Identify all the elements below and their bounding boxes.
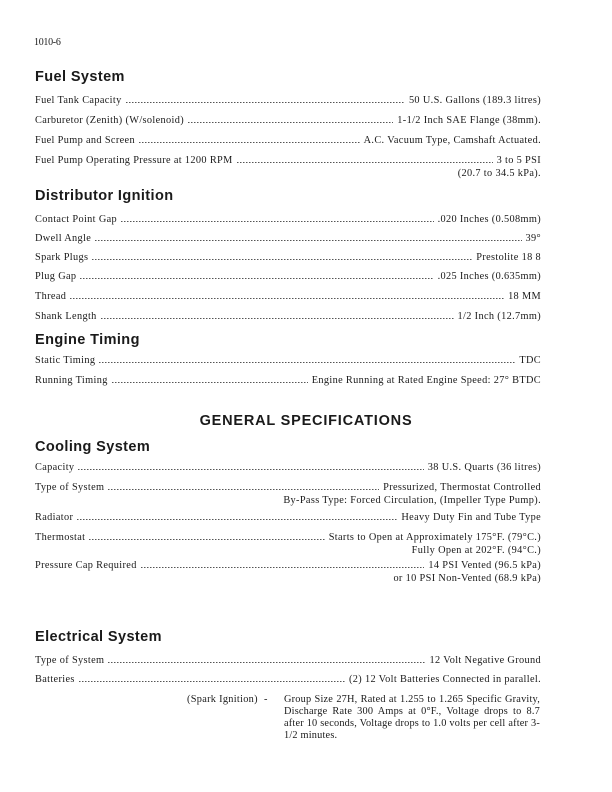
spec-label: Radiator [35, 512, 74, 523]
spec-row-thermostat [35, 531, 541, 544]
dot-leader [70, 298, 504, 299]
spec-row-plug-gap [35, 270, 541, 283]
spec-row-pressure-cap-required [35, 559, 541, 572]
dot-leader [95, 240, 521, 241]
spec-label: Batteries [35, 674, 75, 685]
spec-value: TDC [519, 355, 541, 366]
spec-label: Thermostat [35, 532, 86, 543]
spec-value: Engine Running at Rated Engine Speed: 27° BTDC [311, 375, 541, 386]
spec-value: 50 U.S. Gallons (189.3 litres) [408, 95, 541, 106]
dot-leader [237, 162, 493, 163]
dot-leader [92, 259, 472, 260]
dot-leader [139, 142, 360, 143]
section-heading-distributor-ignition: Distributor Ignition [35, 188, 174, 204]
dot-leader [80, 278, 433, 279]
spec-label: Plug Gap [35, 271, 77, 282]
section-heading-fuel-system: Fuel System [35, 69, 125, 85]
dot-leader [112, 382, 308, 383]
spec-value-continuation: or 10 PSI Non-Vented (68.9 kPa) [393, 573, 541, 584]
section-heading-engine-timing: Engine Timing [35, 332, 140, 348]
spec-row-dwell-angle [35, 232, 541, 245]
spec-value: 1/2 Inch (12.7mm) [457, 311, 541, 322]
dot-leader [77, 519, 397, 520]
spec-label: Spark Plugs [35, 252, 89, 263]
spec-value: 14 PSI Vented (96.5 kPa) [428, 560, 541, 571]
spec-row-fuel-pump-operating-pressure-at-1200-rpm [35, 154, 541, 167]
spec-value: 38 U.S. Quarts (36 litres) [427, 462, 541, 473]
dot-leader [101, 318, 454, 319]
dot-leader [78, 469, 423, 470]
spec-row-shank-length [35, 310, 541, 323]
spec-label: Static Timing [35, 355, 96, 366]
dot-leader [108, 662, 425, 663]
spec-label: Running Timing [35, 375, 108, 386]
dot-leader [89, 539, 324, 540]
spec-row-capacity [35, 461, 541, 474]
spec-value: Prestolite 18 8 [476, 252, 541, 263]
spec-label: Capacity [35, 462, 75, 473]
spec-row-batteries [35, 673, 541, 686]
spec-row-fuel-pump-and-screen [35, 134, 541, 147]
spec-row-type-of-system [35, 481, 541, 494]
spec-label: Fuel Tank Capacity [35, 95, 122, 106]
spec-row-type-of-system [35, 654, 541, 667]
spark-ignition-description: Group Size 27H, Rated at 1.255 to 1.265 Specific Gravity, Discharge Rate 300 Amps at 0°F., Voltage drops to 8.7 after 10 seconds, Voltage drops to 1.0 volts per cell after 3-1/2 minutes. [284, 694, 540, 741]
spec-value: .025 Inches (0.635mm) [437, 271, 541, 282]
spec-value: 12 Volt Negative Ground [429, 655, 541, 666]
spec-row-radiator [35, 511, 541, 524]
spec-row-carburetor-zenith-w-solenoid [35, 114, 541, 127]
spec-value: 39° [525, 233, 541, 244]
spec-value: 3 to 5 PSI [496, 155, 541, 166]
spec-label: Carburetor (Zenith) (W/solenoid) [35, 115, 185, 126]
spec-label: Contact Point Gap [35, 214, 118, 225]
spec-row-running-timing [35, 374, 541, 387]
spark-ignition-label: (Spark Ignition) [187, 694, 258, 705]
page-number: 1010-6 [34, 37, 61, 48]
spec-value: .020 Inches (0.508mm) [437, 214, 541, 225]
spec-label: Fuel Pump Operating Pressure at 1200 RPM [35, 155, 233, 166]
spec-row-fuel-tank-capacity [35, 94, 541, 107]
dot-leader [99, 362, 515, 363]
dot-leader [126, 102, 405, 103]
spec-label: Shank Length [35, 311, 97, 322]
dot-leader [188, 122, 393, 123]
spec-row-contact-point-gap [35, 213, 541, 226]
spec-value: Starts to Open at Approximately 175°F. (79°C.) [328, 532, 541, 543]
spec-row-thread [35, 290, 541, 303]
spec-label: Fuel Pump and Screen [35, 135, 135, 146]
dot-leader [79, 681, 345, 682]
spec-value: (2) 12 Volt Batteries Connected in parallel. [348, 674, 541, 685]
spec-value: 1-1/2 Inch SAE Flange (38mm). [397, 115, 541, 126]
dot-leader [121, 221, 434, 222]
spec-label: Pressure Cap Required [35, 560, 137, 571]
general-specifications-title: GENERAL SPECIFICATIONS [199, 413, 413, 429]
spec-label: Dwell Angle [35, 233, 92, 244]
dot-leader [141, 567, 425, 568]
spec-row-static-timing [35, 354, 541, 367]
spec-value: Pressurized, Thermostat Controlled [383, 482, 541, 493]
spec-value: A.C. Vacuum Type, Camshaft Actuated. [363, 135, 541, 146]
spec-value-continuation: By-Pass Type: Forced Circulation, (Impeller Type Pump). [283, 495, 541, 506]
dot-leader [108, 489, 379, 490]
spec-value-continuation: Fully Open at 202°F. (94°C.) [411, 545, 541, 556]
spec-label: Type of System [35, 655, 105, 666]
spec-value: Heavy Duty Fin and Tube Type [401, 512, 541, 523]
spec-label: Thread [35, 291, 67, 302]
section-heading-electrical-system: Electrical System [35, 629, 162, 645]
spec-label: Type of System [35, 482, 105, 493]
section-heading-cooling-system: Cooling System [35, 439, 151, 455]
spec-value: 18 MM [508, 291, 541, 302]
spec-row-spark-plugs [35, 251, 541, 264]
spec-value-continuation: (20.7 to 34.5 kPa). [457, 168, 541, 179]
spark-ignition-dash: - [264, 694, 268, 705]
